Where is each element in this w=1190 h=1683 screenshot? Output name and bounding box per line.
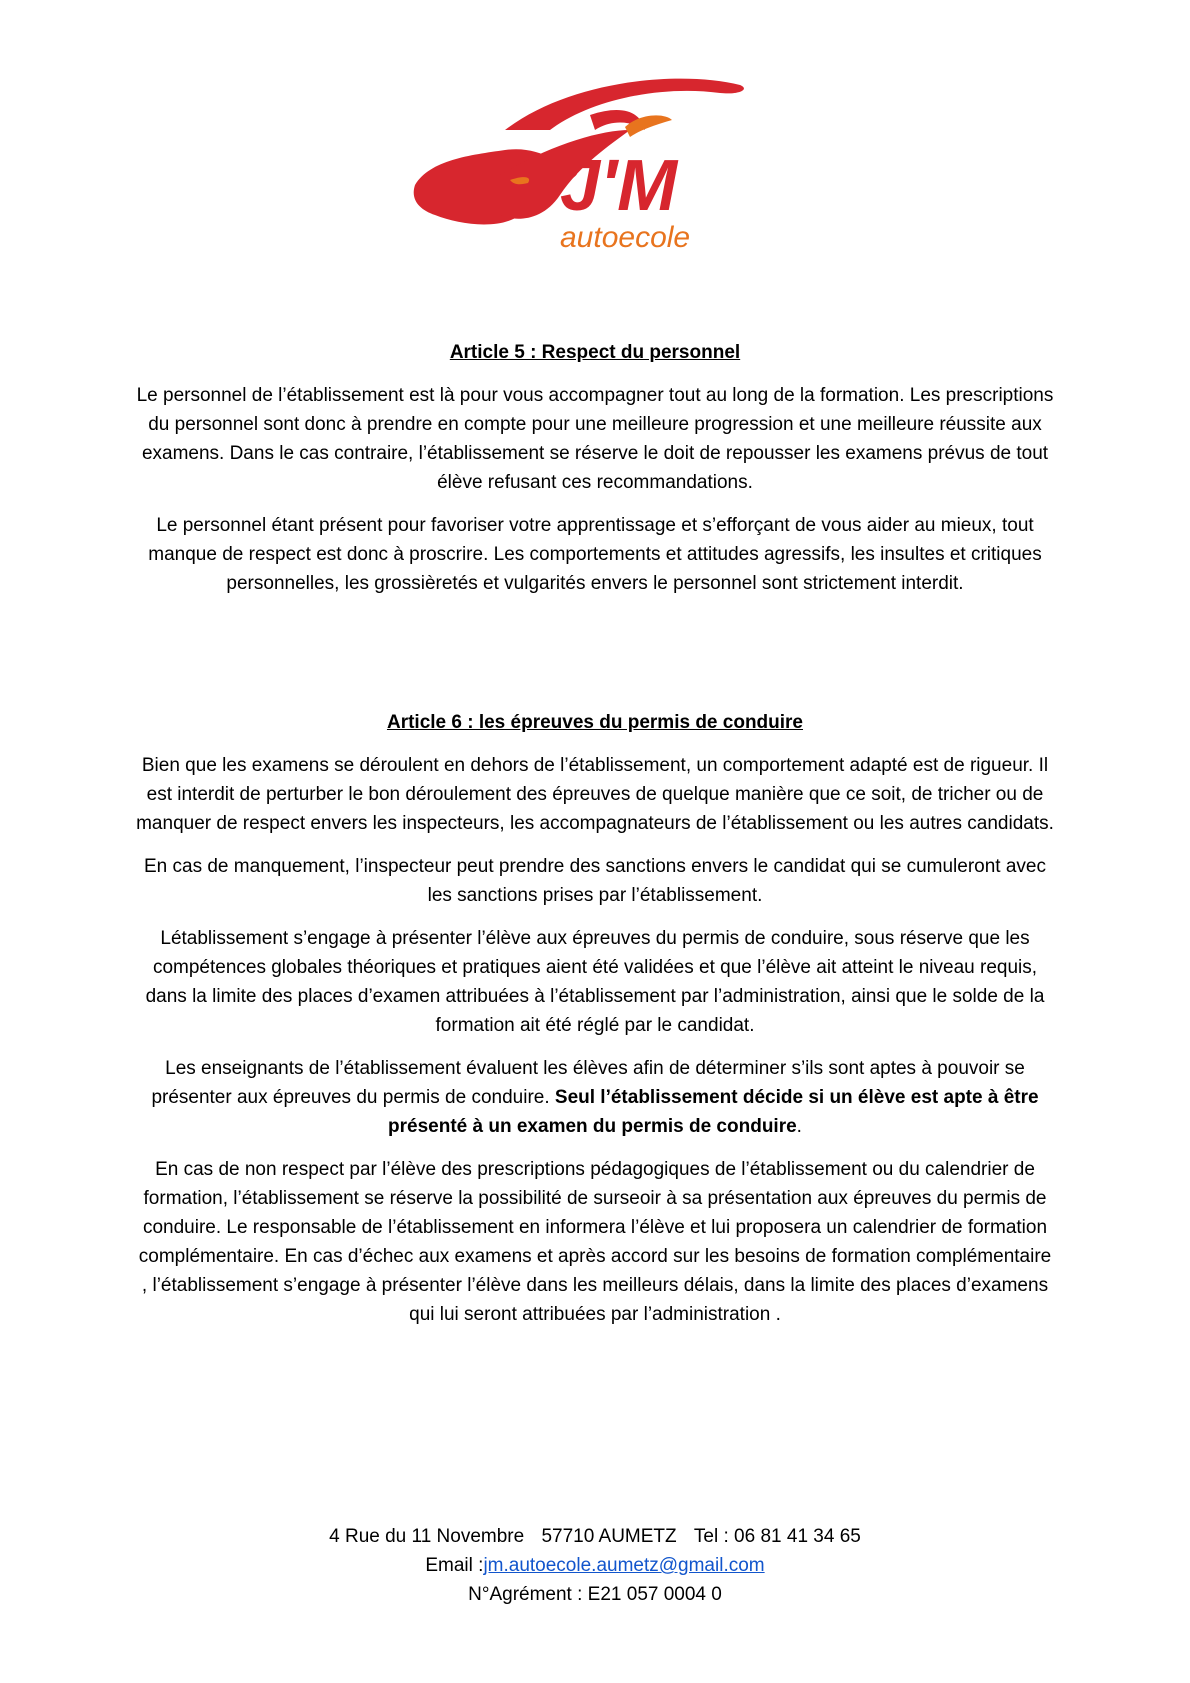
article-6-paragraph-4 bbox=[135, 1054, 1055, 1141]
footer-email-label: Email : bbox=[425, 1555, 484, 1576]
article-6-paragraph-2: En cas de manquement, l’inspecteur peut prendre des sanctions envers le candidat qui se cumuleront avec les sanctions prises par l’établissement. bbox=[144, 856, 1046, 906]
article-6-paragraph-1: Bien que les examens se déroulent en dehors de l’établissement, un comportement adapté est de rigueur. Il est interdit de perturber le bon déroulement des épreuves de quelque manière que ce soit, de tricher ou de manquer de respect envers les inspecteurs, les accompagnateurs de l’établissement ou les autres candidats. bbox=[136, 755, 1054, 834]
logo-subtitle-text: autoecole bbox=[560, 221, 691, 254]
brand-logo bbox=[410, 75, 790, 275]
logo-brand-text: J'M bbox=[560, 146, 678, 226]
footer-city: 57710 AUMETZ bbox=[541, 1526, 677, 1547]
article-5-section bbox=[135, 338, 1055, 612]
article-6-paragraph-5: En cas de non respect par l’élève des prescriptions pédagogiques de l’établissement ou du calendrier de formation, l’établissement se réserve la possibilité de surseoir à sa présentation aux épreuves du permis de conduire. Le responsable de l’établissement en informera l’élève et lui proposera un calendrier de formation complémentaire. En cas d’échec aux examens et après accord sur les besoins de formation complémentaire , l’établissement s’engage à présenter l’élève dans les meilleurs délais, dans la limite des places d’examens qui lui seront attribuées par l’administration . bbox=[138, 1159, 1052, 1325]
article-6-paragraph-4-bold: Seul l’établissement décide si un élève est apte à être présenté à un examen du permis de conduire bbox=[388, 1087, 1039, 1137]
footer-agrement: N°Agrément : E21 057 0004 0 bbox=[468, 1584, 722, 1605]
footer-phone: Tel : 06 81 41 34 65 bbox=[693, 1526, 861, 1547]
footer bbox=[0, 1522, 1190, 1609]
article-6-paragraph-3: Létablissement s’engage à présenter l’élève aux épreuves du permis de conduire, sous réserve que les compétences globales théoriques et pratiques aient été validées et que l’élève ait atteint le niveau requis, dans la limite des places d’examen attribuées à l’établissement par l’administration, ainsi que le solde de la formation ait été réglé par le candidat. bbox=[145, 928, 1045, 1036]
article-5-paragraph-2: Le personnel étant présent pour favoriser votre apprentissage et s’efforçant de vous aider au mieux, tout manque de respect est donc à proscrire. Les comportements et attitudes agressifs, les insultes et critiques personnelles, les grossièretés et vulgarités envers le personnel sont strictement interdit. bbox=[148, 515, 1042, 594]
footer-address-line bbox=[0, 1522, 1190, 1551]
footer-email-link[interactable]: jm.autoecole.aumetz@gmail.com bbox=[483, 1555, 765, 1576]
footer-street: 4 Rue du 11 Novembre bbox=[329, 1526, 525, 1547]
article-6-section bbox=[135, 708, 1055, 1343]
footer-email-line bbox=[0, 1551, 1190, 1580]
article-5-title: Article 5 : Respect du personnel bbox=[449, 342, 741, 363]
article-6-paragraph-4-end: . bbox=[796, 1116, 802, 1137]
article-6-title: Article 6 : les épreuves du permis de conduire bbox=[386, 712, 804, 733]
article-6-paragraph-4-text: Les enseignants de l’établissement évaluent les élèves afin de déterminer s’ils sont aptes à pouvoir se présenter aux épreuves du permis de conduire. bbox=[151, 1058, 1025, 1108]
article-5-paragraph-1: Le personnel de l’établissement est là pour vous accompagner tout au long de la formation. Les prescriptions du personnel sont donc à prendre en compte pour une meilleure progression et une meilleure réussite aux examens. Dans le cas contraire, l’établissement se réserve le doit de repousser les examens prévus de tout élève refusant ces recommandations. bbox=[136, 385, 1054, 493]
